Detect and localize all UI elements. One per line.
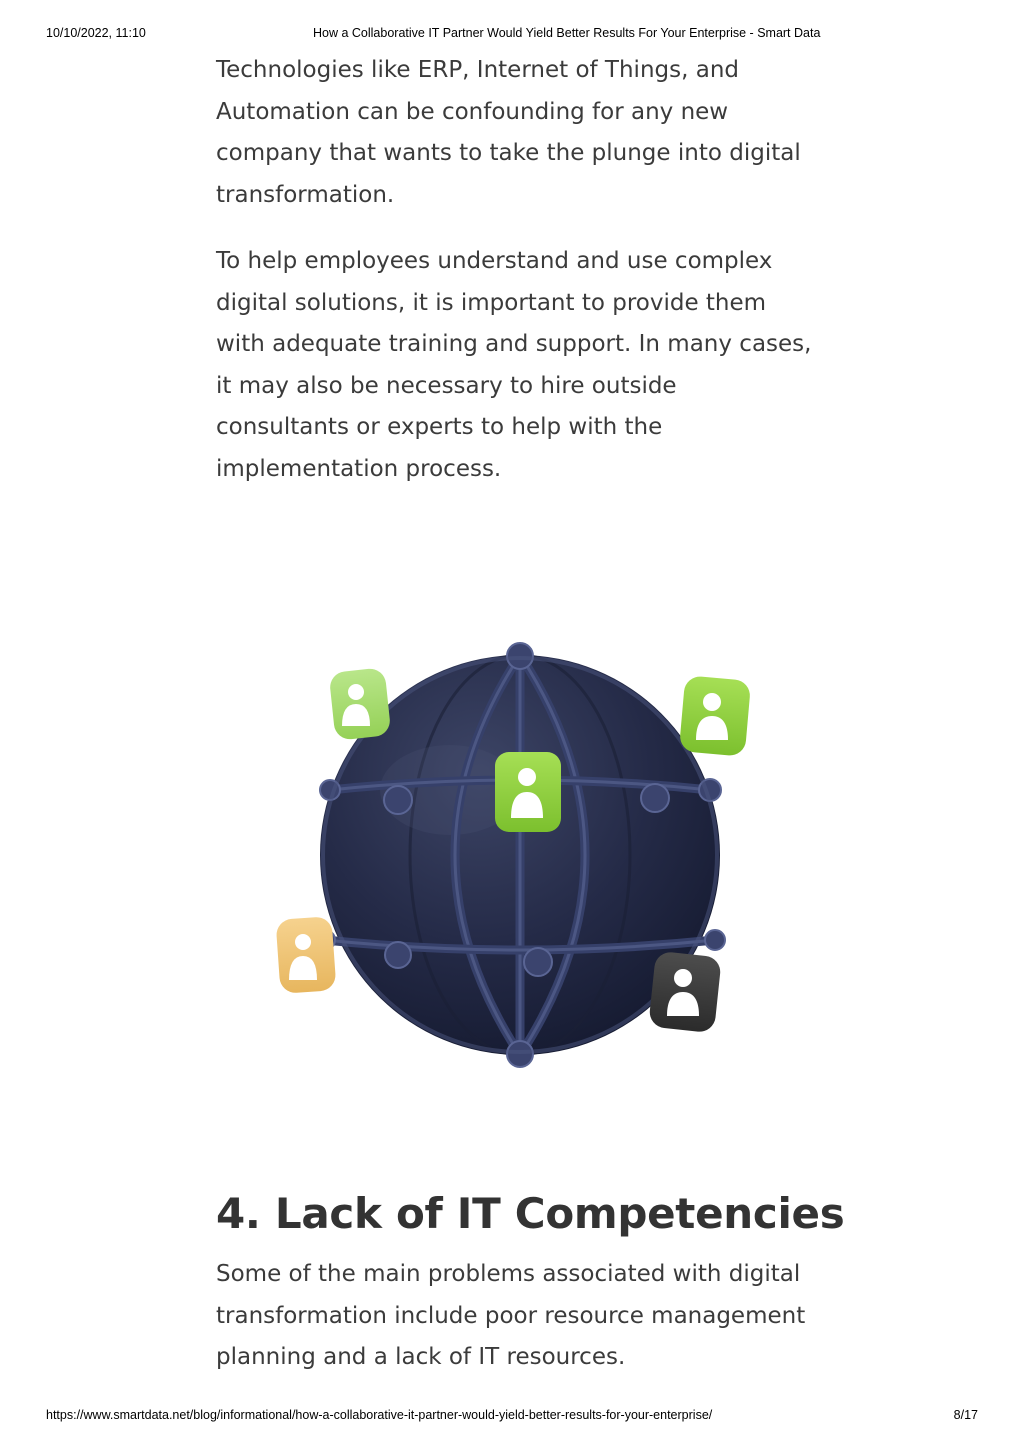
globe-network-users-icon bbox=[270, 640, 760, 1070]
print-header bbox=[0, 26, 1024, 42]
print-page-number: 8/17 bbox=[953, 1408, 978, 1422]
article-paragraph: To help employees understand and use complex digital solutions, it is important to provide them with adequate training and support. In many cases, it may also be necessary to hire outside consultants or experts to help with the implementation process. bbox=[216, 248, 812, 482]
article-paragraph-2-block bbox=[216, 241, 816, 490]
user-badge-yellow-icon bbox=[275, 916, 336, 994]
print-page-title: How a Collaborative IT Partner Would Yield Better Results For Your Enterprise - Smart Data bbox=[313, 26, 821, 40]
article-paragraph: Technologies like ERP, Internet of Things, and Automation can be confounding for any new company that wants to take the plunge into digital transformation. bbox=[216, 57, 801, 208]
print-footer bbox=[0, 1408, 1024, 1424]
print-date: 10/10/2022, 11:10 bbox=[46, 26, 146, 40]
user-badge-green-light-icon bbox=[329, 667, 392, 740]
article-paragraph-3-block bbox=[216, 1254, 816, 1379]
user-badge-center-icon bbox=[495, 752, 561, 832]
user-badge-green-icon bbox=[679, 675, 751, 756]
section-heading: 4. Lack of IT Competencies bbox=[216, 1189, 845, 1238]
print-url: https://www.smartdata.net/blog/informational/how-a-collaborative-it-partner-would-yield-better-results-for-your-enterprise/ bbox=[46, 1408, 713, 1422]
article-paragraph: Some of the main problems associated with digital transformation include poor resource management planning and a lack of IT resources. bbox=[216, 1261, 806, 1370]
user-badge-dark-icon bbox=[648, 951, 722, 1033]
globe-network-illustration bbox=[270, 640, 760, 1070]
article-paragraph-1-block bbox=[216, 50, 816, 216]
